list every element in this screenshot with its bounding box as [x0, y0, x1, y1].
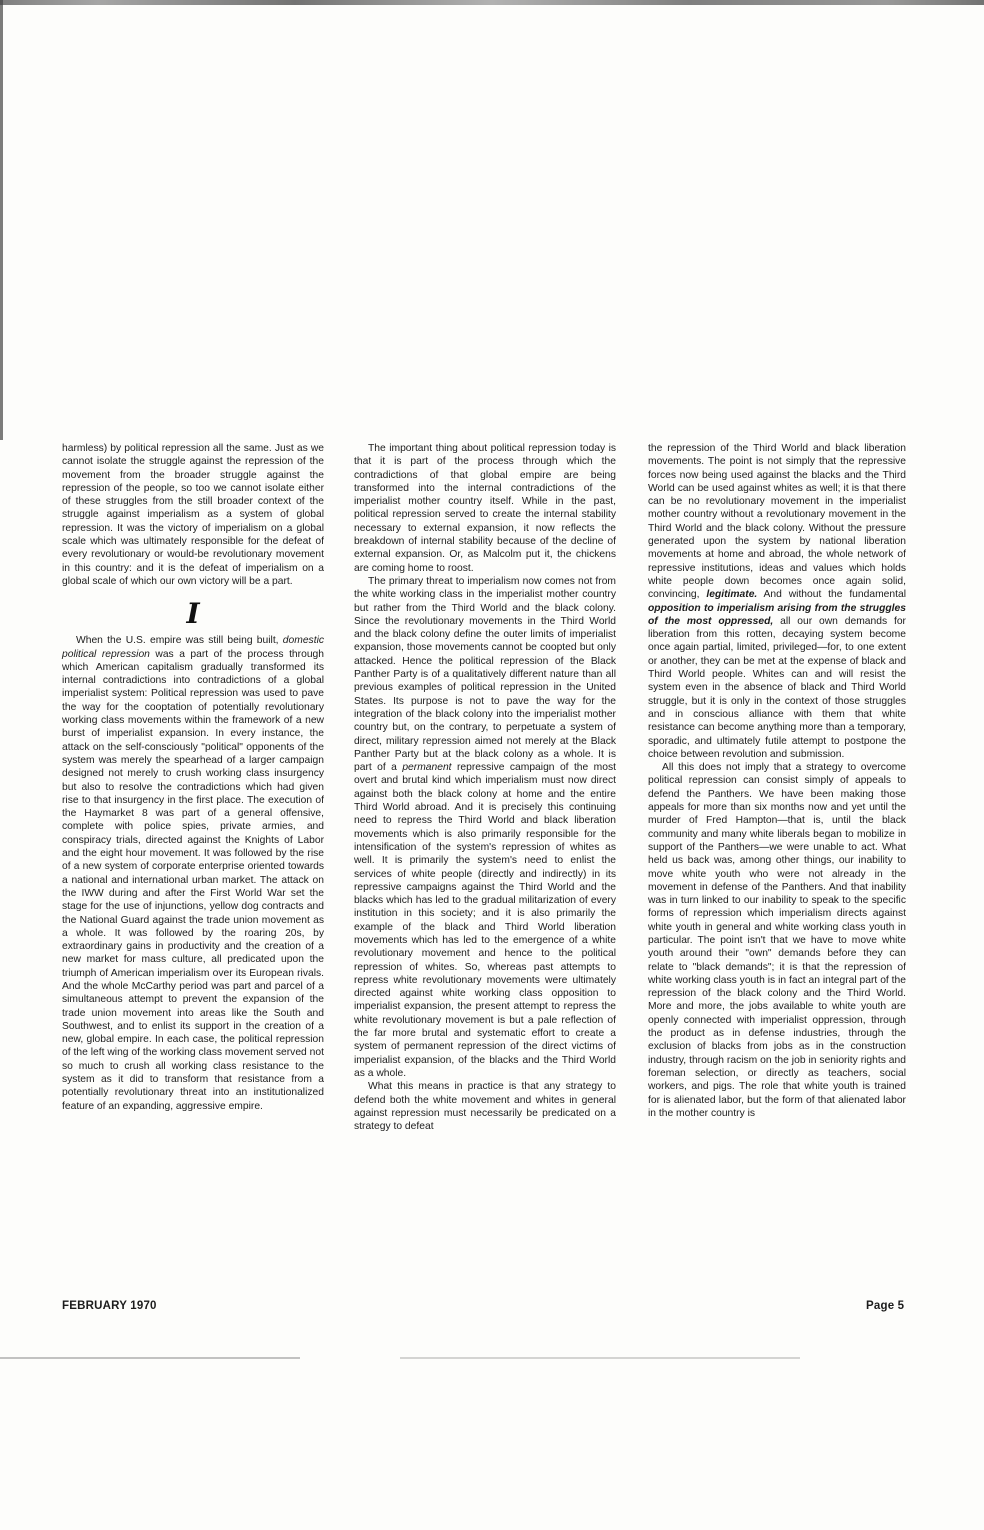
paragraph	[648, 442, 906, 761]
article-column-2	[354, 442, 616, 1133]
text-run: the repression of the Third World and black liberation movements. The point is not simply that the repressive forces now being used against the blacks and the Third World can be used against whites as well; it is that there can be no revolutionary movement in the imperialist mother country without a revolutionary movement in the Third World and the black colony. Without the pressure generated upon the system by national liberation movements at home and abroad, the whole network of repressive institutions, ideas and values which holds white people down becomes once again solid, convincing,	[648, 443, 906, 601]
section-numeral: I	[186, 597, 200, 631]
page-number: Page 5	[866, 1300, 905, 1312]
text-run: all our own demands for liberation from this rotten, decaying system become once again partial, limited, privileged—for, to one extent or another, they can be met at the expense of black and Third World people. Whites can and will resist the system even in the absence of black and Third World struggle, but it is only in the context of those struggles and in conscious alliance with them that white resistance can become anything more than a temporary, sporadic, and ultimately futile attempt to postpone the choice between revolution and submission.	[648, 615, 906, 760]
scan-edge-top	[0, 0, 984, 5]
paragraph: The important thing about political repression today is that it is part of the process through which the contradictions of that global empire are being transformed into the internal contradictions of the imperialist mother country itself. While in the past, political repression served to create the internal stability necessary to external expansion, it now reflects the breakdown of internal stability because of the decline of external expansion. Or, as Malcolm put it, the chickens are coming home to roost.	[354, 443, 616, 574]
footer-date: FEBRUARY 1970	[62, 1300, 157, 1312]
text-run: When the U.S. empire was still being built,	[76, 635, 283, 647]
emphasis: permanent	[402, 762, 452, 774]
scan-edge-left	[0, 0, 3, 440]
paragraph: What this means in practice is that any strategy to defend both the white movement and whites in general against repression must necessarily be predicated on a strategy to defeat	[354, 1081, 616, 1133]
text-run: And without the fundamental	[757, 589, 906, 601]
text-run: was a part of the process through which American capitalism gradually transformed its internal contradictions into contradictions of a global imperialist system: Political repression was used to pave the way for the cooptation of potentially revolutionary working class movements within the framework of a new burst of imperialist expansion. In every instance, the attack on the self-consciously "political" opponents of the system was merely the spearhead of a larger campaign designed not merely to crush working class insurgency but also to resolve the contradictions which had given rise to that insurgency in the first place. The execution of the Haymarket 8 was part of a general offensive, complete with police spies, private armies, and conspiracy trials, directed against the Knights of Labor and the eight hour movement. It was followed by the rise of a new system of corporate enterprise oriented towards a national and international urban market. The attack on the IWW during and after the First World War set the stage for the use of injunctions, yellow dog contracts and the National Guard against the trade union movement as a whole. It was followed by the roaring 20s, by extraordinary gains in productivity and the creation of a new market for mass culture, all predicated upon the triumph of American imperialism over its European rivals. And the whole McCarthy period was part and parcel of a simultaneous attempt to prevent the expansion of the trade union movement into areas like the South and Southwest, and to enlist its support in the creation of a new, global empire. In each case, the political repression of the left wing of the working class movement served not so much to crush all working class resistance to the system as it did to transform that resistance from a potentially revolutionary threat into an institutionalized feature of an expanding, aggressive empire.	[62, 648, 324, 1112]
scan-edge-bottom-right	[400, 1357, 800, 1359]
paragraph	[62, 634, 324, 1113]
text-run: repressive campaign of the most overt and brutal kind which imperialism must now direct against both the black colony at home and the entire Third World abroad. And it is precisely this continuing need to repress the Third World and black liberation movements which is also primarily responsible for the intensification of the system's repression of whites as well. It is primarily the system's need to enlist the services of white people (directly and indirectly) in its repressive campaigns against the Third World and the blacks which has led to the gradual militarization of every institution in this society; and it is also primarily the example of the black and Third World liberation movements which has led to the emergence of a white revolutionary movement and hence to the political repression of whites. So, whereas past attempts to repress white revolutionary movements were ultimately directed against white working class opposition to imperialist expansion, the present attempt to repress the white revolutionary movement is but a pale reflection of the far more brutal and systematic effort to create a system of permanent repression of the direct victims of imperialist expansion, of the blacks and the Third World as a whole.	[354, 762, 616, 1079]
emphasis: opposition to imperialism arising from the struggles of the most oppressed,	[648, 602, 906, 627]
text-run: The primary threat to imperialism now comes not from the white working class in the imperialist mother country but rather from the Third World and the black colony. Since the revolutionary movements in the Third World and the black colony define the outer limits of imperialist expansion, those movements cannot be coopted but only attacked. Hence the political repression of the Black Panther Party is of a qualitatively different nature than all previous examples of political repression in the United States. Its purpose is not to pave the way for the integration of the black colony into the imperialist mother country but, on the contrary, to perpetuate a system of direct, military repression aimed not merely at the Black Panther Party but at the black colony as a whole. It is part of a	[354, 575, 616, 774]
emphasis: legitimate.	[706, 589, 758, 601]
scan-edge-bottom-left	[0, 1357, 300, 1359]
paragraph: All this does not imply that a strategy to overcome political repression can consist simply of appeals to defend the Panthers. We have been making those appeals for more than six months now and yet until the murder of Fred Hampton—that is, until the black community and many white liberals began to mobilize in support of the Panthers—we were unable to act. What held us back was, among other things, our inability to move white youth who were not already in the movement in defense of the Panthers. And that inability was in turn linked to our inability to speak to the specific forms of repression which imperialism directs against white youth in general and white working class youth in particular. The point isn't that we have to move white youth around their "own" demands before they can relate to "black demands"; it is that the repression of white working class youth is in fact an integral part of the repression of the black colony and the Third World. More and more, the jobs available to white youth are openly connected with imperialist oppression, through the product as in defense industries, through the exclusion of blacks from jobs as in the construction industry, through racism on the job in seniority rights and foreman selection, or directly as teachers, social workers, and pigs. The role that white youth is trained for is alienated labor, but the form of that alienated labor in the mother country is	[648, 762, 906, 1119]
article-column-1	[62, 442, 324, 1113]
emphasis: domestic political repression	[62, 635, 324, 660]
paragraph	[354, 575, 616, 1080]
paragraph: harmless) by political repression all the same. Just as we cannot isolate the struggle against the repression of the movement from the broader struggle against the repression of the people, so too we cannot isolate either of these struggles from the still broader context of the struggle against imperialism as a system of global repression. It was the victory of imperialism on a global scale which was ultimately responsible for the defeat of every revolutionary or would-be revolutionary movement in this country: and it is the defeat of imperialism on a global scale of which our own victory will be a part.	[62, 443, 324, 587]
article-column-3	[648, 442, 906, 1120]
